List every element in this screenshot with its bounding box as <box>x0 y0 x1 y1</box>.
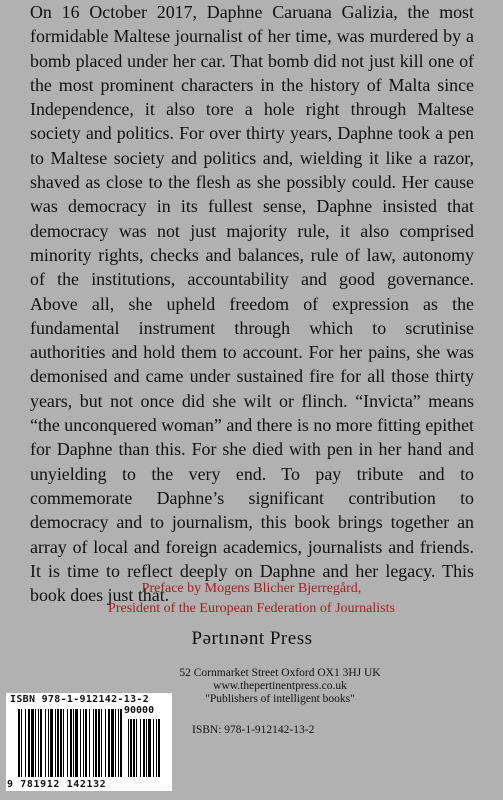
publisher-name: Pərtınənt Press <box>191 628 313 649</box>
publisher-website: www.thepertinentpress.co.uk <box>213 680 347 692</box>
publisher-address: 52 Cornmarket Street Oxford OX1 3HJ UK <box>179 667 381 679</box>
preface-author-role: President of the European Federation of Journalists <box>108 601 395 616</box>
book-blurb: On 16 October 2017, Daphne Caruana Galizia, the most formidable Maltese journalist of her time, was murdered by a bomb placed under her car. That bomb did not just kill one of the most prominent characters in the history of Malta since Independence, it also tore a hole right through Maltese society and politics. For over thirty years, Daphne took a pen to Maltese society and politics and, wielding it like a razor, shaved as close to the flesh as she possibly could. Her cause was democracy in its fullest sense, Daphne insisted that democracy was not just majority rule, it also comprised minority rights, checks and balances, rule of law, autonomy of the institutions, accountability and good governance. Above all, she upheld freedom of expression as the fundamental instrument through which to scrutinise authorities and hold them to account. For her pains, she was demonised and came under sustained fire for all those thirty years, but not once did she wilt or flinch. “Invicta” means “the unconquered woman” and there is no more fitting epithet for Daphne than this. For she died with pen in her hand and unyielding to the very end. To pay tribute and to commemorate Daphne’s significant contribution to democracy and to journalism, this book brings together an array of local and foreign academics, journalists and friends. It is time to reflect deeply on Daphne and her legacy. This book does just that. <box>30 2 474 606</box>
barcode-digits: 9 781912 142132 <box>7 779 107 790</box>
preface-author: Preface by Mogens Blicher Bjerregård, <box>141 581 362 596</box>
isbn-text: ISBN: 978-1-912142-13-2 <box>192 724 315 736</box>
barcode-price-code: 90000 <box>124 705 155 716</box>
publisher-info <box>130 667 430 706</box>
barcode-bars <box>10 707 168 779</box>
barcode <box>6 693 172 791</box>
preface-credit <box>0 579 503 619</box>
barcode-isbn-label: ISBN 978-1-912142-13-2 <box>10 694 150 705</box>
publisher-tagline: "Publishers of intelligent books" <box>205 693 355 705</box>
